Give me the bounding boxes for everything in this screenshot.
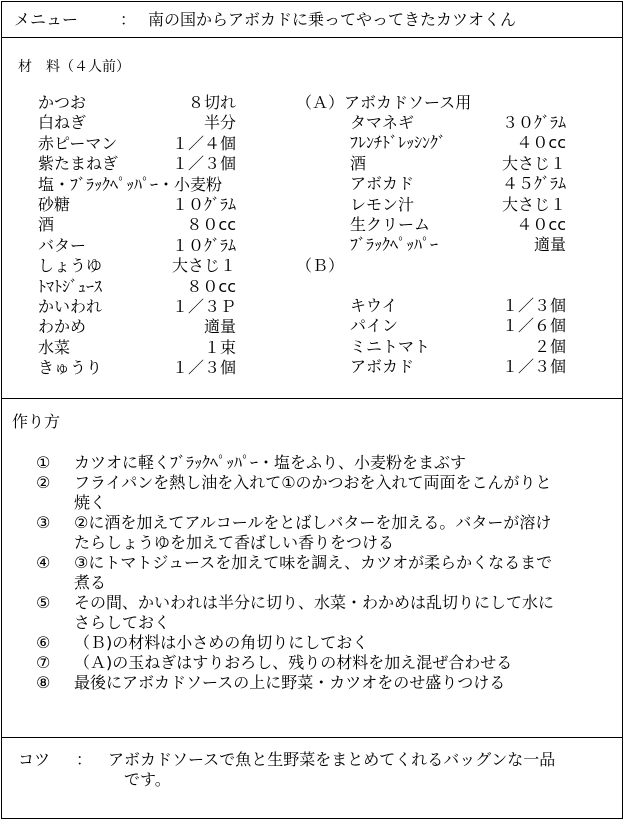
ingredient-qty-b-3: １／３個 xyxy=(501,357,566,377)
step-number: ⑥ xyxy=(36,633,51,652)
ingredient-qty-left-11: 適量 xyxy=(203,317,236,337)
step-text xyxy=(74,453,616,473)
step-line: その間、かいわれは半分に切り、水菜・わかめは乱切りにして水に xyxy=(74,593,555,612)
step-line: （Ａ)の玉ねぎはすりおろし、残りの材料を加え混ぜ合わせる xyxy=(74,653,513,672)
method-heading: 作り方 xyxy=(12,412,61,431)
ingredient-qty-left-8: 大さじ１ xyxy=(171,256,236,276)
ingredient-name-left-6: 酒 xyxy=(38,215,55,235)
ingredient-qty-left-5: １０ｸﾞﾗﾑ xyxy=(171,195,236,214)
method-step xyxy=(36,553,616,593)
method-step xyxy=(36,473,616,513)
ingredient-qty-a-6: 適量 xyxy=(533,235,566,255)
method-step xyxy=(36,673,616,693)
ingredients-heading: 材 料（４人前） xyxy=(18,59,130,75)
ingredient-qty-left-13: １／３個 xyxy=(171,358,236,378)
step-line: ③にトマトジュースを加えて味を調え、カツオが柔らかくなるまで xyxy=(74,553,553,572)
divider-ingredients xyxy=(1,398,623,399)
ingredient-qty-a-1: ４０cc xyxy=(516,133,566,153)
ingredient-name-left-8: しょうゆ xyxy=(38,256,103,276)
step-number: ④ xyxy=(36,553,51,572)
ingredient-name-a-1: ﾌﾚﾝﾁﾄﾞﾚｯｼﾝｸﾞ xyxy=(350,133,447,153)
ingredient-name-a-3: アボカド xyxy=(350,174,415,194)
ingredient-qty-b-1: １／６個 xyxy=(501,316,566,336)
ingredient-name-left-5: 砂糖 xyxy=(38,195,71,214)
step-text xyxy=(74,593,616,633)
group-b-heading: （Ｂ） xyxy=(296,256,345,275)
ingredient-name-a-4: レモン汁 xyxy=(350,194,415,214)
ingredient-qty-left-0: ８切れ xyxy=(187,93,236,112)
tip-label: コツ xyxy=(18,750,51,769)
ingredient-qty-left-6: ８０cc xyxy=(186,215,236,235)
step-text xyxy=(74,513,616,553)
tip-line-1: アボカドソースで魚と生野菜をまとめてくれるバッグンな一品 xyxy=(108,750,556,769)
step-text xyxy=(74,473,616,513)
ingredient-qty-left-12: １束 xyxy=(203,337,236,357)
divider-menu xyxy=(1,37,623,38)
sauce-a-heading: （Ａ）アボカドソース用 xyxy=(296,93,472,112)
ingredient-qty-b-2: ２個 xyxy=(533,336,566,356)
ingredient-qty-left-9: ８０cc xyxy=(186,276,236,296)
step-text xyxy=(74,633,616,653)
ingredient-qty-b-0: １／３個 xyxy=(501,296,566,315)
method-steps xyxy=(36,453,616,693)
ingredient-name-left-7: バター xyxy=(38,235,87,255)
step-number: ⑤ xyxy=(36,593,51,612)
method-step xyxy=(36,593,616,633)
ingredient-name-b-0: キウイ xyxy=(350,296,398,315)
step-line: ②に酒を加えてアルコールをとばしバターを加える。バターが溶け xyxy=(74,513,552,532)
ingredient-name-a-0: タマネギ xyxy=(350,113,415,132)
ingredient-name-b-1: パイン xyxy=(350,316,399,336)
step-line: フライパンを熱し油を入れて①のかつおを入れて両面をこんがりと xyxy=(74,473,552,492)
step-number: ① xyxy=(36,453,51,472)
tip-colon: ： xyxy=(76,750,93,769)
ingredient-name-left-10: かいわれ xyxy=(38,297,103,316)
ingredient-qty-a-5: ４０cc xyxy=(516,215,566,234)
method-step xyxy=(36,653,616,673)
ingredient-name-left-0: かつお xyxy=(38,93,87,112)
ingredient-qty-a-2: 大さじ１ xyxy=(501,153,566,173)
tip-line-2: です。 xyxy=(124,770,171,789)
menu-label: メニュー xyxy=(14,10,79,29)
method-step xyxy=(36,633,616,653)
ingredient-name-left-12: 水菜 xyxy=(38,337,71,357)
step-text xyxy=(74,673,616,693)
recipe-title: 南の国からアボカドに乗ってやってきたカツオくん xyxy=(148,10,517,29)
ingredient-name-a-5: 生クリーム xyxy=(350,215,431,234)
step-line: 最後にアボカドソースの上に野菜・カツオをのせ盛りつける xyxy=(74,673,506,692)
ingredient-qty-a-4: 大さじ１ xyxy=(501,194,566,214)
step-number: ⑦ xyxy=(36,653,51,672)
ingredient-name-b-3: アボカド xyxy=(350,357,415,377)
ingredient-name-left-2: 赤ピーマン xyxy=(38,133,118,153)
ingredient-qty-left-10: １／３Ｐ xyxy=(171,297,236,316)
ingredient-name-left-11: わかめ xyxy=(38,317,87,337)
ingredient-name-left-1: 白ねぎ xyxy=(38,113,87,133)
ingredient-qty-left-7: １０ｸﾞﾗﾑ xyxy=(171,235,236,255)
ingredient-qty-a-0: ３０ｸﾞﾗﾑ xyxy=(501,113,566,132)
ingredient-qty-a-3: ４５ｸﾞﾗﾑ xyxy=(501,174,566,194)
step-text xyxy=(74,553,616,593)
step-text xyxy=(74,653,616,673)
step-line: （Ｂ)の材料は小さめの角切りにしておく xyxy=(74,633,369,652)
ingredient-name-a-6: ﾌﾞﾗｯｸﾍﾟｯﾊﾟｰ xyxy=(350,235,439,255)
step-line: たらしょうゆを加えて香ばしい香りをつける xyxy=(74,533,395,552)
step-number: ③ xyxy=(36,513,51,532)
ingredient-name-left-4: 塩・ﾌﾞﾗｯｸﾍﾟｯﾊﾟｰ・小麦粉 xyxy=(38,174,223,194)
ingredient-qty-left-1: 半分 xyxy=(203,113,236,133)
ingredient-name-left-13: きゅうり xyxy=(38,358,103,378)
step-line: 煮る xyxy=(74,573,107,592)
step-line: 焼く xyxy=(74,493,107,512)
ingredient-qty-left-3: １／３個 xyxy=(171,154,236,174)
divider-method xyxy=(1,737,623,738)
step-number: ② xyxy=(36,473,51,492)
ingredient-qty-left-2: １／４個 xyxy=(171,133,236,153)
ingredient-name-left-3: 紫たまねぎ xyxy=(38,154,119,174)
step-line: カツオに軽くﾌﾞﾗｯｸﾍﾟｯﾊﾟｰ・塩をふり、小麦粉をまぶす xyxy=(74,453,467,472)
ingredient-name-left-9: ﾄﾏﾄｼﾞｭｰｽ xyxy=(38,276,103,296)
step-number: ⑧ xyxy=(36,673,51,692)
menu-colon: ： xyxy=(120,10,137,29)
ingredient-name-a-2: 酒 xyxy=(350,153,367,173)
method-step xyxy=(36,513,616,553)
step-line: さらしておく xyxy=(74,613,171,632)
method-step xyxy=(36,453,616,473)
ingredient-name-b-2: ミニトマト xyxy=(350,336,431,356)
